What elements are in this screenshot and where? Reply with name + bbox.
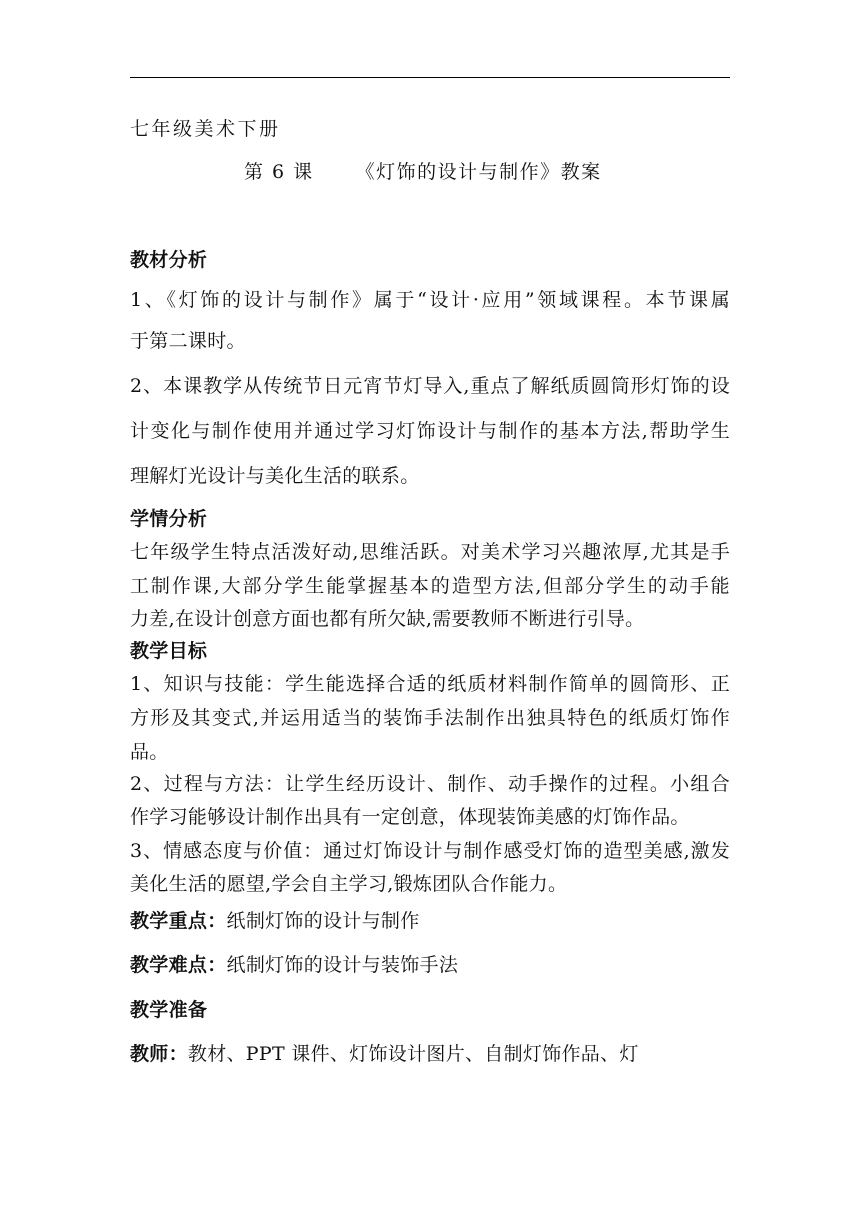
textbook-analysis-line: 计变化与制作使用并通过学习灯饰设计与制作的基本方法,帮助学生	[130, 420, 730, 442]
objective-line: 作学习能够设计制作出具有一定创意，体现装饰美感的灯饰作品。	[130, 806, 690, 828]
lesson-title-line	[244, 159, 724, 185]
objective-line: 1、知识与技能：学生能选择合适的纸质材料制作简单的圆筒形、正	[130, 673, 730, 695]
objective-line: 美化生活的愿望,学会自主学习,锻炼团队合作能力。	[130, 873, 568, 895]
textbook-analysis-line: 1、《灯饰的设计与制作》属于“设计·应用”领域课程。本节课属	[130, 289, 730, 311]
teaching-objectives-heading: 教学目标	[130, 640, 208, 662]
textbook-analysis-line: 于第二课时。	[130, 330, 246, 352]
objective-line: 3、情感态度与价值：通过灯饰设计与制作感受灯饰的造型美感,激发	[130, 840, 730, 862]
teacher-label: 教师：	[130, 1043, 188, 1065]
objective-line: 品。	[130, 741, 169, 763]
student-analysis-line: 力差,在设计创意方面也都有所欠缺,需要教师不断进行引导。	[130, 608, 645, 630]
textbook-analysis-heading: 教材分析	[130, 249, 208, 271]
objective-line: 2、过程与方法：让学生经历设计、制作、动手操作的过程。小组合	[130, 773, 730, 795]
textbook-analysis-line: 理解灯光设计与美化生活的联系。	[130, 465, 420, 487]
header-rule	[130, 77, 730, 78]
difficult-point-label: 教学难点：	[130, 954, 227, 976]
teacher-preparation-line	[130, 1041, 730, 1067]
key-point-label: 教学重点：	[130, 910, 227, 932]
grade-book-label: 七年级美术下册	[130, 118, 281, 140]
textbook-analysis-line: 2、本课教学从传统节日元宵节灯导入,重点了解纸质圆筒形灯饰的设	[130, 375, 730, 397]
student-analysis-line: 七年级学生特点活泼好动,思维活跃。对美术学习兴趣浓厚,尤其是手	[130, 541, 730, 563]
lesson-number: 第 6 课	[244, 161, 314, 183]
student-analysis-line: 工制作课,大部分学生能掌握基本的造型方法,但部分学生的动手能	[130, 575, 730, 597]
key-point-line	[130, 908, 730, 934]
difficult-point-line	[130, 952, 730, 978]
difficult-point-text: 纸制灯饰的设计与装饰手法	[226, 954, 459, 976]
teacher-materials-text: 教材、PPT 课件、灯饰设计图片、自制灯饰作品、灯	[187, 1043, 639, 1065]
preparation-heading: 教学准备	[130, 999, 208, 1021]
lesson-title: 《灯饰的设计与制作》教案	[355, 161, 602, 183]
student-analysis-heading: 学情分析	[130, 508, 208, 530]
key-point-text: 纸制灯饰的设计与制作	[226, 910, 420, 932]
objective-line: 方形及其变式,并运用适当的装饰手法制作出独具特色的纸质灯饰作	[130, 707, 730, 729]
